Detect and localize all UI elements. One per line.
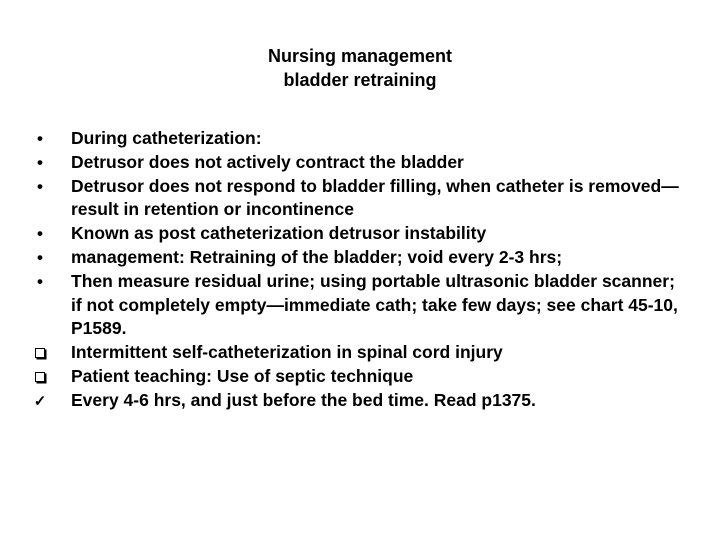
checkmark-icon	[30, 389, 50, 414]
bullet-text: Then measure residual urine; using portable ultrasonic bladder scanner; if not completely empty—immediate cath; take few days; see chart 45-10, P1589.	[71, 270, 678, 339]
list-item	[30, 175, 680, 223]
list-item	[30, 270, 680, 341]
bullet-text: Intermittent self-catheterization in spinal cord injury	[71, 342, 503, 363]
bullet-text: Known as post catheterization detrusor instability	[71, 223, 487, 244]
bullet-dot-icon	[30, 151, 50, 175]
title-line-1: Nursing management	[267, 46, 453, 66]
list-item	[30, 151, 680, 175]
bullet-dot-icon	[30, 127, 50, 151]
bullet-text: Every 4-6 hrs, and just before the bed time. Read p1375.	[71, 389, 536, 410]
bullet-text: management: Retraining of the bladder; void every 2-3 hrs;	[71, 246, 563, 267]
bullet-dot-icon	[30, 222, 50, 246]
title-line-2: bladder retraining	[283, 70, 437, 90]
checkbox-bullet-icon	[35, 348, 45, 358]
list-item	[30, 222, 680, 246]
list-item	[30, 341, 680, 365]
checkbox-bullet-icon	[35, 372, 45, 382]
slide-title	[0, 44, 720, 92]
bullet-text: Patient teaching: Use of septic technique	[71, 365, 414, 386]
bullet-dot-icon	[30, 175, 50, 199]
bullet-text: Detrusor does not actively contract the bladder	[71, 151, 464, 172]
bullet-dot-icon	[30, 246, 50, 270]
list-item	[30, 389, 680, 413]
list-item	[30, 127, 680, 151]
list-item	[30, 365, 680, 389]
bullet-list	[30, 127, 680, 413]
bullet-text: During catheterization:	[71, 128, 262, 148]
bullet-text: Detrusor does not respond to bladder filling, when catheter is removed—result in retention or incontinence	[71, 175, 679, 220]
list-item	[30, 246, 680, 270]
bullet-dot-icon	[30, 270, 50, 294]
